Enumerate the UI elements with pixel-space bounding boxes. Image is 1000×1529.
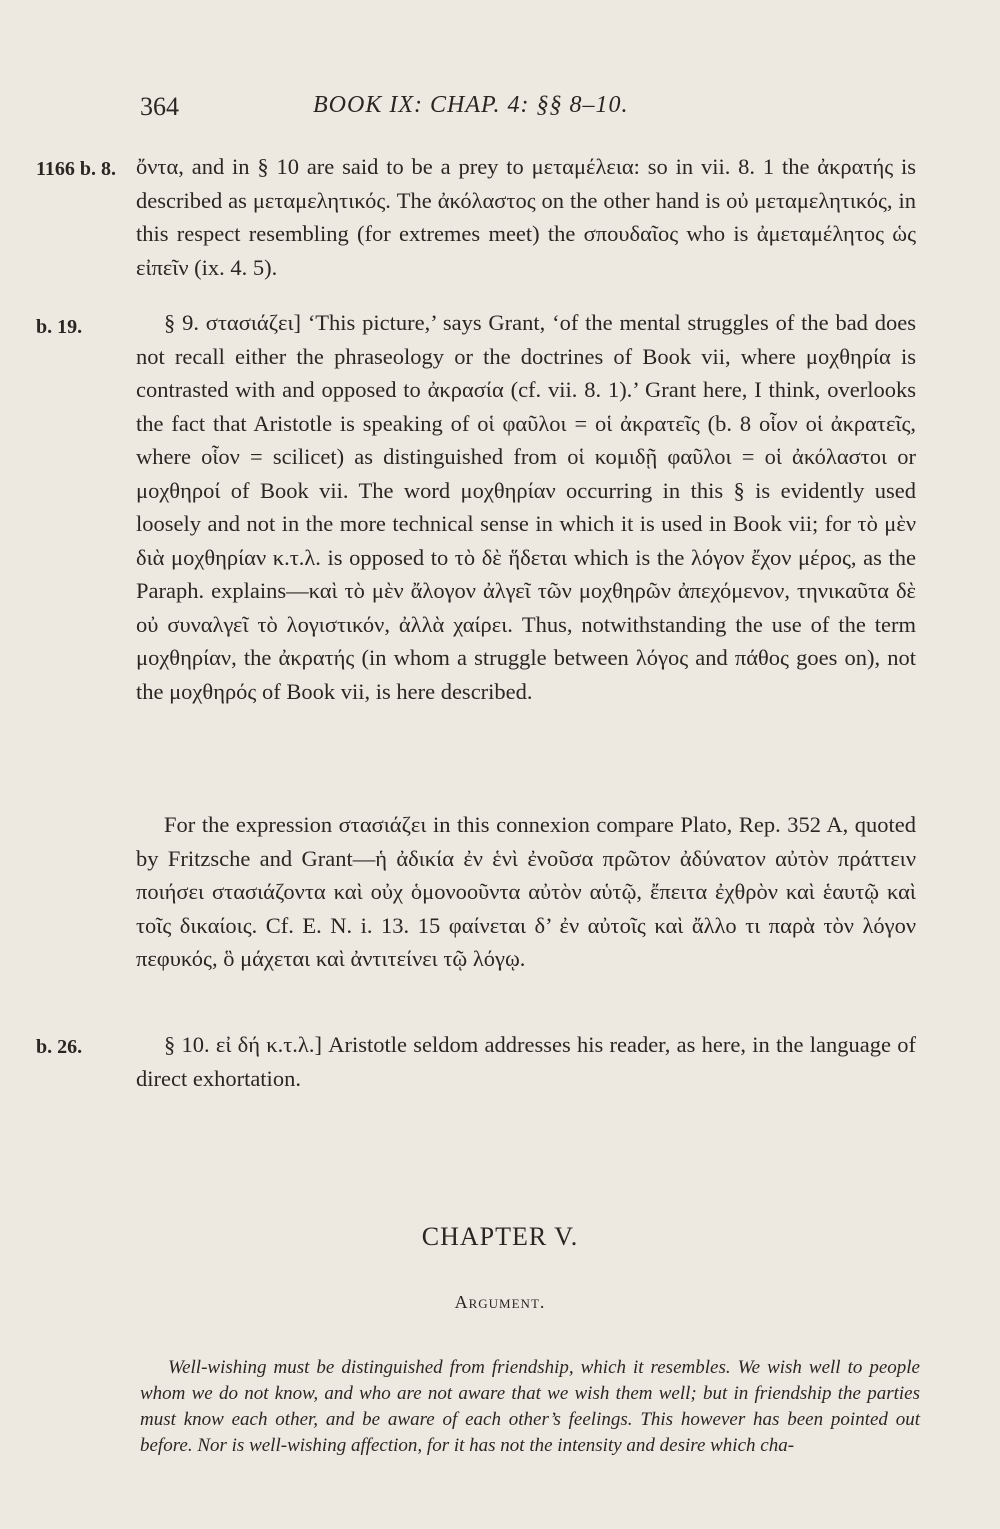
chapter-title: CHAPTER V. — [421, 1222, 579, 1251]
note-b19-continuation: For the expression στασιάζει in this connexion compare Plato, Rep. 352 A, quoted by Fritzsche and Grant—ἡ ἀδικία ἐν ἑνὶ ἐνοῦσα πρῶτον ἀδύνατον αὐτὸν πράττειν ποιήσει στασιάζοντα καὶ οὐχ ὁμονοοῦντα αὐτὸν αὑτῷ, ἔπειτα ἐχθρὸν καὶ ἑαυτῷ καὶ τοῖς δικαίοις. Cf. E. N. i. 13. 15 φαίνεται δ’ ἐν αὐτοῖς καὶ ἄλλο τι παρὰ τὸν λόγον πεφυκός, ὃ μάχεται καὶ ἀντιτείνει τῷ λόγῳ. — [136, 812, 916, 971]
argument-text: Well-wishing must be distinguished from friendship, which it resembles. We wish well to people whom we do not know, and who are not aware that we wish them well; but in friendship the parties must know each other, and be aware of each other’s feelings. This however has been pointed out before. Nor is well-wishing affection, for it has not the intensity and desire which cha- — [140, 1357, 920, 1456]
page-number: 364 — [140, 92, 179, 121]
note-b26: § 10. εἰ δή κ.τ.λ.] Aristotle seldom addresses his reader, as here, in the language of direct exhortation. — [136, 1032, 916, 1091]
margin-label-1166b8: 1166 b. 8. — [36, 158, 117, 180]
margin-label-b19: b. 19. — [36, 316, 83, 338]
note-b19: § 9. στασιάζει] ‘This picture,’ says Grant, ‘of the mental struggles of the bad does not recall either the phraseology or the doctrines of Book vii, where μοχθηρία is contrasted with and opposed to ἀκρασία (cf. vii. 8. 1).’ Grant here, I think, overlooks the fact that Aristotle is speaking of οἱ φαῦλοι = οἱ ἀκρατεῖς (b. 8 οἷον οἱ ἀκρατεῖς, where οἷον = scilicet) as distinguished from οἱ κομιδῇ φαῦλοι = οἱ ἀκόλαστοι or μοχθηροί of Book vii. The word μοχθηρίαν occurring in this § is evidently used loosely and not in the more technical sense in which it is used in Book vii; for τὸ μὲν διὰ μοχθηρίαν κ.τ.λ. is opposed to τὸ δὲ ἥδεται which is the λόγον ἔχον μέρος, as the Paraph. explains—καὶ τὸ μὲν ἄλογον ἀλγεῖ τῶν μοχθηρῶν ἀπεχόμενον, τηνικαῦτα δὲ οὐ συναλγεῖ τὸ λογιστικόν, ἀλλὰ χαίρει. Thus, notwithstanding the use of the term μοχθηρίαν, the ἀκρατής (in whom a struggle between λόγος and πάθος goes on), not the μοχθηρός of Book vii, is here described. — [136, 310, 916, 704]
page-header — [140, 92, 920, 132]
margin-label-b26: b. 26. — [36, 1036, 83, 1058]
running-head: BOOK IX: CHAP. 4: §§ 8–10. — [313, 92, 629, 118]
argument-heading: Argument. — [454, 1292, 546, 1312]
note-1166b8: ὄντα, and in § 10 are said to be a prey to μεταμέλεια: so in vii. 8. 1 the ἀκρατής is described as μεταμελητικός. The ἀκόλαστος on the other hand is οὐ μεταμελητικός, in this respect resembling (for extremes meet) the σπουδαῖος who is ἀμεταμέλητος ὡς εἰπεῖν (ix. 4. 5). — [136, 154, 916, 280]
